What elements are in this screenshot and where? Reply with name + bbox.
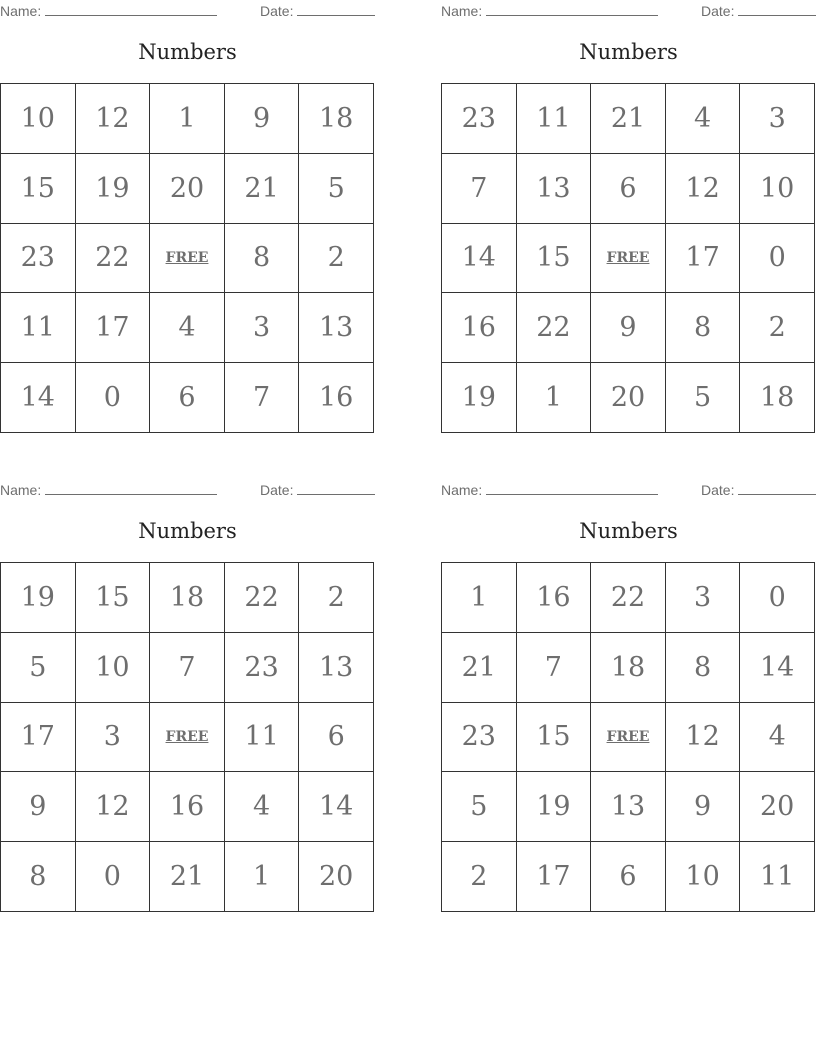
number-cell: 5 [442, 772, 517, 842]
number-cell: 20 [740, 772, 815, 842]
number-cell: 16 [442, 293, 517, 363]
number-cell: 17 [517, 842, 592, 912]
number-cell: 20 [150, 154, 225, 224]
number-cell: 8 [1, 842, 76, 912]
number-cell: 3 [740, 84, 815, 154]
number-cell: 17 [76, 293, 151, 363]
number-cell: 12 [76, 772, 151, 842]
number-cell: 14 [299, 772, 374, 842]
number-cell: 15 [517, 703, 592, 773]
number-cell: 21 [591, 84, 666, 154]
number-cell: 11 [517, 84, 592, 154]
number-cell: 4 [740, 703, 815, 773]
number-cell: 6 [591, 154, 666, 224]
number-cell: 10 [740, 154, 815, 224]
date-line [738, 15, 816, 16]
number-cell: 4 [225, 772, 300, 842]
number-cell: 15 [76, 563, 151, 633]
number-cell: 0 [740, 563, 815, 633]
number-cell: 16 [299, 363, 374, 433]
number-cell: 10 [666, 842, 741, 912]
card-header [0, 3, 375, 19]
card-title: Numbers [579, 40, 678, 64]
number-cell: 4 [150, 293, 225, 363]
date-label: Date: [260, 3, 294, 19]
number-cell: 13 [299, 293, 374, 363]
number-cell: 2 [442, 842, 517, 912]
card-title: Numbers [579, 519, 678, 543]
date-line [297, 494, 375, 495]
number-cell: 23 [1, 224, 76, 294]
number-cell: 3 [76, 703, 151, 773]
number-cell: 17 [1, 703, 76, 773]
free-space-cell: FREE [591, 224, 666, 294]
number-cell: 6 [591, 842, 666, 912]
number-cell: 18 [299, 84, 374, 154]
number-cell: 1 [517, 363, 592, 433]
number-cell: 16 [517, 563, 592, 633]
number-cell: 16 [150, 772, 225, 842]
date-line [738, 494, 816, 495]
number-cell: 9 [1, 772, 76, 842]
number-cell: 12 [666, 703, 741, 773]
number-cell: 6 [299, 703, 374, 773]
number-cell: 18 [740, 363, 815, 433]
name-label: Name: [0, 3, 42, 19]
number-cell: 0 [76, 842, 151, 912]
number-cell: 7 [517, 633, 592, 703]
number-cell: 1 [442, 563, 517, 633]
bingo-grid [0, 83, 374, 433]
number-cell: 9 [666, 772, 741, 842]
number-cell: 21 [442, 633, 517, 703]
card-header [441, 482, 816, 498]
bingo-grid [441, 562, 815, 912]
number-cell: 9 [225, 84, 300, 154]
number-cell: 0 [740, 224, 815, 294]
card-title: Numbers [138, 40, 237, 64]
number-cell: 1 [225, 842, 300, 912]
name-line [486, 494, 658, 495]
number-cell: 13 [591, 772, 666, 842]
date-label: Date: [260, 482, 294, 498]
number-cell: 19 [1, 563, 76, 633]
free-space-cell: FREE [591, 703, 666, 773]
bingo-card-2 [441, 0, 816, 434]
number-cell: 2 [299, 563, 374, 633]
number-cell: 6 [150, 363, 225, 433]
bingo-card-1 [0, 0, 375, 434]
bingo-card-4 [441, 479, 816, 913]
number-cell: 7 [150, 633, 225, 703]
number-cell: 11 [740, 842, 815, 912]
name-label: Name: [441, 3, 483, 19]
date-label: Date: [701, 482, 735, 498]
number-cell: 22 [591, 563, 666, 633]
number-cell: 14 [1, 363, 76, 433]
bingo-card-3 [0, 479, 375, 913]
number-cell: 20 [591, 363, 666, 433]
number-cell: 23 [442, 703, 517, 773]
number-cell: 9 [591, 293, 666, 363]
bingo-grid [441, 83, 815, 433]
card-header [441, 3, 816, 19]
card-header [0, 482, 375, 498]
number-cell: 19 [76, 154, 151, 224]
number-cell: 12 [76, 84, 151, 154]
date-line [297, 15, 375, 16]
number-cell: 10 [76, 633, 151, 703]
number-cell: 19 [442, 363, 517, 433]
card-title: Numbers [138, 519, 237, 543]
number-cell: 4 [666, 84, 741, 154]
date-label: Date: [701, 3, 735, 19]
name-line [45, 494, 217, 495]
number-cell: 22 [517, 293, 592, 363]
name-label: Name: [441, 482, 483, 498]
number-cell: 11 [1, 293, 76, 363]
number-cell: 5 [666, 363, 741, 433]
number-cell: 13 [517, 154, 592, 224]
number-cell: 3 [666, 563, 741, 633]
number-cell: 10 [1, 84, 76, 154]
name-line [45, 15, 217, 16]
number-cell: 19 [517, 772, 592, 842]
number-cell: 22 [225, 563, 300, 633]
number-cell: 23 [442, 84, 517, 154]
free-space-cell: FREE [150, 224, 225, 294]
number-cell: 1 [150, 84, 225, 154]
number-cell: 18 [591, 633, 666, 703]
number-cell: 20 [299, 842, 374, 912]
number-cell: 12 [666, 154, 741, 224]
number-cell: 8 [666, 633, 741, 703]
number-cell: 15 [517, 224, 592, 294]
free-space-cell: FREE [150, 703, 225, 773]
name-line [486, 15, 658, 16]
number-cell: 7 [225, 363, 300, 433]
number-cell: 14 [442, 224, 517, 294]
number-cell: 17 [666, 224, 741, 294]
number-cell: 13 [299, 633, 374, 703]
number-cell: 5 [1, 633, 76, 703]
bingo-grid [0, 562, 374, 912]
number-cell: 8 [666, 293, 741, 363]
number-cell: 22 [76, 224, 151, 294]
name-label: Name: [0, 482, 42, 498]
number-cell: 18 [150, 563, 225, 633]
number-cell: 2 [740, 293, 815, 363]
number-cell: 11 [225, 703, 300, 773]
number-cell: 5 [299, 154, 374, 224]
number-cell: 21 [225, 154, 300, 224]
number-cell: 23 [225, 633, 300, 703]
number-cell: 15 [1, 154, 76, 224]
number-cell: 2 [299, 224, 374, 294]
number-cell: 0 [76, 363, 151, 433]
number-cell: 8 [225, 224, 300, 294]
number-cell: 7 [442, 154, 517, 224]
number-cell: 14 [740, 633, 815, 703]
number-cell: 21 [150, 842, 225, 912]
number-cell: 3 [225, 293, 300, 363]
